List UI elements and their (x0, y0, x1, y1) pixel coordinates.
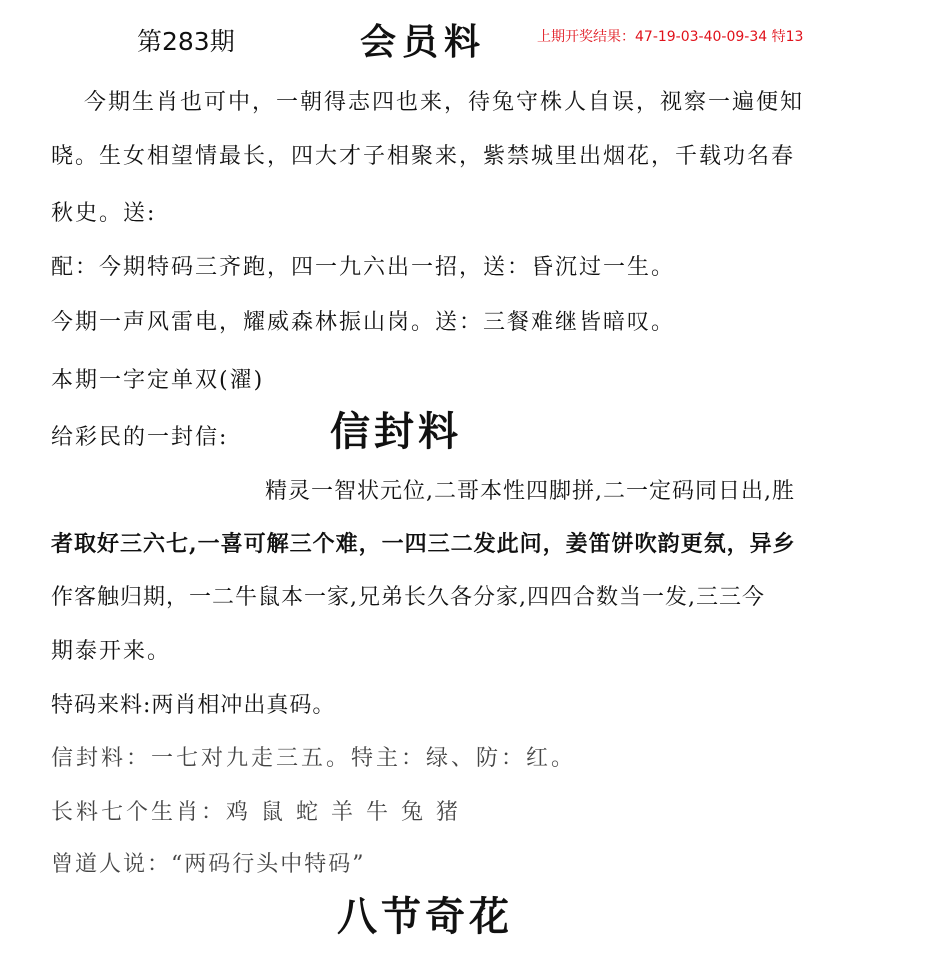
page-title: 会员料 (360, 21, 487, 63)
poem-line-2: 晓。生女相望情最长，四大才子相聚来，紫禁城里出烟花，千载功名春 (51, 144, 796, 169)
poem-line-3: 秋史。送: (51, 201, 157, 226)
special-source-line: 特码来料:两肖相冲出真码。 (51, 693, 336, 718)
single-double-line: 本期一字定单双(濯) (51, 368, 265, 393)
letter-line-1: 精灵一智状元位,二哥本性四脚拼,二一定码同日出,胜 (265, 479, 795, 504)
letter-label: 给彩民的一封信: (51, 425, 229, 450)
pei-line: 配：今期特码三齐跑，四一九六出一招，送：昏沉过一生。 (51, 255, 676, 280)
issue-number: 第283期 (137, 27, 235, 56)
letter-line-2: 者取好三六七,一喜可解三个难，一四三二发此问，姜笛饼吹韵更氛，异乡 (51, 531, 796, 557)
hearsay-line: 曾道人说：“两码行头中特码” (51, 852, 366, 877)
thunder-line: 今期一声风雷电，耀威森林振山岗。送：三餐难继皆暗叹。 (51, 310, 676, 335)
letter-line-4: 期泰开来。 (51, 639, 172, 664)
previous-draw-result: 上期开奖结果：47-19-03-40-09-34 特13 (537, 29, 804, 45)
poem-line-1: 今期生肖也可中，一朝得志四也来，待兔守株人自误，视察一遍便知 (84, 90, 805, 115)
envelope-line: 信封料：一七对九走三五。特主：绿、防：红。 (51, 746, 577, 771)
footer-title: 八节奇花 (337, 893, 513, 940)
letter-line-3: 作客触归期，一二牛鼠本一家,兄弟长久各分家,四四合数当一发,三三今 (51, 585, 765, 610)
letter-title: 信封料 (330, 408, 462, 455)
seven-zodiacs-line: 长料七个生肖：鸡 鼠 蛇 羊 牛 兔 猪 (51, 800, 461, 825)
